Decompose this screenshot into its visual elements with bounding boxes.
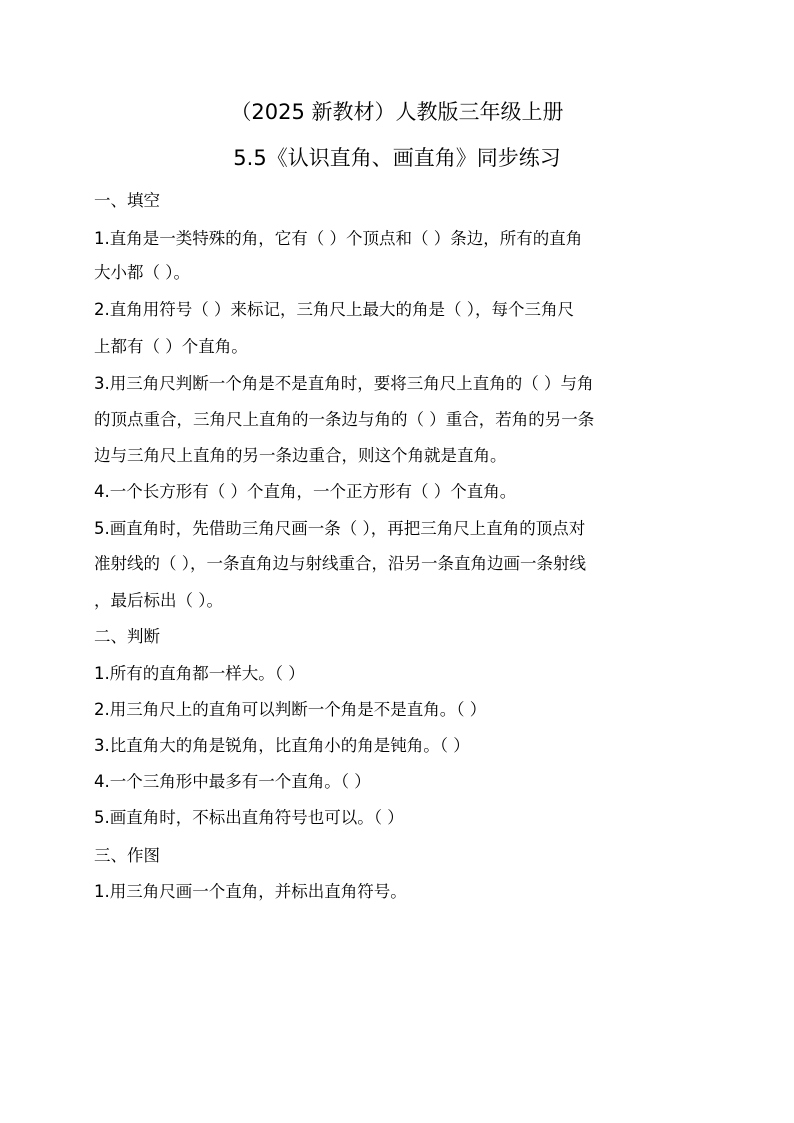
section-heading-draw: 三、作图: [94, 846, 160, 865]
fill-question-3-line-1: 3.用三角尺判断一个角是不是直角时，要将三角尺上直角的（ ）与角: [94, 374, 594, 393]
judge-question-1: 1.所有的直角都一样大。（ ）: [94, 664, 305, 683]
judge-question-5: 5.画直角时，不标出直角符号也可以。（ ）: [94, 808, 404, 827]
fill-question-5-line-3: ，最后标出（ ）。: [94, 591, 223, 610]
fill-question-3-line-2: 的顶点重合，三角尺上直角的一条边与角的（ ）重合，若角的另一条: [94, 410, 595, 429]
fill-question-3-line-3: 边与三角尺上直角的另一条边重合，则这个角就是直角。: [94, 446, 507, 465]
section-heading-fill: 一、填空: [94, 191, 160, 210]
judge-question-4: 4.一个三角形中最多有一个直角。（ ）: [94, 772, 371, 791]
fill-question-4: 4.一个长方形有（ ）个直角，一个正方形有（ ）个直角。: [94, 482, 517, 501]
fill-question-5-line-2: 准射线的（ ），一条直角边与射线重合，沿另一条直角边画一条射线: [94, 554, 586, 573]
fill-question-1-line-1: 1.直角是一类特殊的角，它有（ ）个顶点和（ ）条边，所有的直角: [94, 229, 583, 248]
fill-question-5-line-1: 5.画直角时，先借助三角尺画一条（ ），再把三角尺上直角的顶点对: [94, 519, 586, 538]
fill-question-1-line-2: 大小都（ ）。: [94, 263, 190, 282]
section-heading-judge: 二、判断: [94, 627, 160, 646]
fill-question-2-line-1: 2.直角用符号（ ）来标记，三角尺上最大的角是（ ），每个三角尺: [94, 300, 574, 319]
draw-question-1: 1.用三角尺画一个直角，并标出直角符号。: [94, 882, 407, 901]
judge-question-3: 3.比直角大的角是锐角，比直角小的角是钝角。（ ）: [94, 736, 470, 755]
fill-question-2-line-2: 上都有（ ）个直角。: [94, 337, 248, 356]
worksheet-subtitle: 5.5《认识直角、画直角》同步练习: [233, 146, 561, 170]
judge-question-2: 2.用三角尺上的直角可以判断一个角是不是直角。（ ）: [94, 700, 487, 719]
worksheet-title: （2025 新教材）人教版三年级上册: [230, 100, 564, 124]
